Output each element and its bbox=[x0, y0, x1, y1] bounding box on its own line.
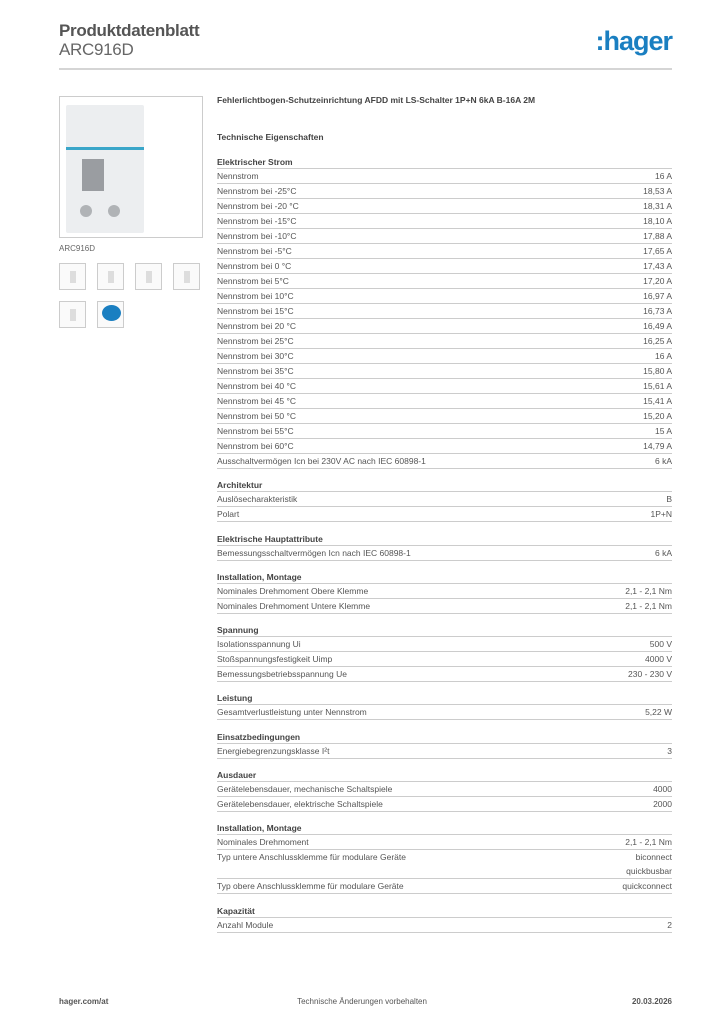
spec-row bbox=[217, 229, 672, 244]
hager-logo: :hager bbox=[595, 26, 672, 56]
spec-label: Nennstrom bei 20 °C bbox=[217, 321, 296, 331]
spec-row bbox=[217, 879, 672, 894]
spec-value: 15,80 A bbox=[643, 366, 672, 376]
spec-value: 2,1 - 2,1 Nm bbox=[625, 585, 672, 596]
spec-section bbox=[217, 730, 672, 759]
spec-content bbox=[217, 95, 672, 942]
spec-value: 5,22 W bbox=[645, 707, 672, 718]
spec-label: Ausschaltvermögen Icn bei 230V AC nach IEC 60898-1 bbox=[217, 456, 426, 466]
spec-value: 17,65 A bbox=[643, 246, 672, 256]
spec-row bbox=[217, 199, 672, 214]
spec-value: 16,73 A bbox=[643, 306, 672, 316]
spec-row bbox=[217, 507, 672, 522]
spec-section bbox=[217, 155, 672, 469]
spec-value: 230 - 230 V bbox=[628, 669, 672, 680]
spec-row bbox=[217, 289, 672, 304]
page-title: Produktdatenblatt bbox=[59, 21, 200, 40]
spec-row bbox=[217, 394, 672, 409]
spec-sections bbox=[217, 155, 672, 933]
section-title: Elektrische Hauptattribute bbox=[217, 532, 672, 546]
spec-row bbox=[217, 705, 672, 720]
spec-row bbox=[217, 546, 672, 561]
thumbnail-5[interactable] bbox=[59, 301, 86, 328]
spec-row bbox=[217, 492, 672, 507]
spec-value: 6 kA bbox=[654, 547, 672, 558]
spec-section bbox=[217, 478, 672, 522]
spec-label: Typ obere Anschlussklemme für modulare Geräte bbox=[217, 881, 404, 892]
spec-row bbox=[217, 214, 672, 229]
spec-row bbox=[217, 274, 672, 289]
spec-label: Stoßspannungsfestigkeit Uimp bbox=[217, 654, 333, 665]
spec-row bbox=[217, 169, 672, 184]
spec-section bbox=[217, 821, 672, 894]
product-description: Fehlerlichtbogen-Schutzeinrichtung AFDD mit LS-Schalter 1P+N 6kA B-16A 2M bbox=[217, 95, 536, 105]
spec-value: 16,97 A bbox=[643, 291, 672, 301]
spec-value: 16,25 A bbox=[643, 336, 672, 346]
spec-row bbox=[217, 797, 672, 812]
footer-website[interactable]: hager.com/at bbox=[59, 997, 109, 1006]
spec-row bbox=[217, 744, 672, 759]
thumbnail-1[interactable] bbox=[59, 263, 86, 290]
section-title: Kapazität bbox=[217, 904, 672, 918]
spec-row bbox=[217, 319, 672, 334]
spec-row bbox=[217, 349, 672, 364]
spec-value: 15,61 A bbox=[643, 381, 672, 391]
spec-row bbox=[217, 424, 672, 439]
spec-row bbox=[217, 918, 672, 933]
spec-label: Nominales Drehmoment bbox=[217, 837, 309, 848]
spec-row bbox=[217, 454, 672, 469]
thumbnail-4[interactable] bbox=[173, 263, 200, 290]
spec-value: 18,31 A bbox=[643, 201, 672, 211]
spec-label: Energiebegrenzungsklasse I²t bbox=[217, 745, 330, 756]
spec-value: 16 A bbox=[654, 351, 672, 361]
spec-row bbox=[217, 184, 672, 199]
spec-row bbox=[217, 782, 672, 797]
section-title: Installation, Montage bbox=[217, 570, 672, 584]
section-title: Einsatzbedingungen bbox=[217, 730, 672, 744]
quality-icon bbox=[102, 305, 121, 321]
spec-row bbox=[217, 835, 672, 850]
spec-value: 4000 V bbox=[645, 654, 672, 665]
spec-row bbox=[217, 364, 672, 379]
spec-value: 18,53 A bbox=[643, 186, 672, 196]
spec-label: Nennstrom bei 50 °C bbox=[217, 411, 296, 421]
spec-label: Nennstrom bei 10°C bbox=[217, 291, 294, 301]
footer-note: Technische Änderungen vorbehalten bbox=[297, 997, 427, 1006]
section-title: Installation, Montage bbox=[217, 821, 672, 835]
spec-label: Nennstrom bei 60°C bbox=[217, 441, 294, 451]
spec-label: Nennstrom bei 45 °C bbox=[217, 396, 296, 406]
tech-heading: Technische Eigenschaften bbox=[217, 132, 324, 142]
spec-value: 500 V bbox=[649, 639, 672, 650]
spec-row bbox=[217, 652, 672, 667]
spec-value: 18,10 A bbox=[643, 216, 672, 226]
spec-label: Nennstrom bei -20 °C bbox=[217, 201, 299, 211]
spec-label: Nennstrom bbox=[217, 171, 259, 181]
spec-label: Gerätelebensdauer, mechanische Schaltspiele bbox=[217, 784, 393, 795]
spec-row bbox=[217, 850, 672, 879]
quality-badge-thumbnail[interactable] bbox=[97, 301, 124, 328]
spec-label: Nennstrom bei -15°C bbox=[217, 216, 297, 226]
footer-date: 20.03.2026 bbox=[631, 997, 672, 1006]
spec-row bbox=[217, 379, 672, 394]
spec-section bbox=[217, 570, 672, 614]
section-title: Spannung bbox=[217, 623, 672, 637]
section-title: Elektrischer Strom bbox=[217, 155, 672, 169]
spec-label: Bemessungsbetriebsspannung Ue bbox=[217, 669, 347, 680]
spec-label: Nennstrom bei 15°C bbox=[217, 306, 294, 316]
header-divider bbox=[59, 68, 672, 70]
spec-value: 17,43 A bbox=[643, 261, 672, 271]
spec-value: 2,1 - 2,1 Nm bbox=[625, 837, 672, 848]
spec-row bbox=[217, 667, 672, 682]
spec-section bbox=[217, 904, 672, 933]
spec-value: 4000 bbox=[653, 784, 672, 795]
spec-value: 16,49 A bbox=[643, 321, 672, 331]
spec-value: 1P+N bbox=[650, 509, 672, 520]
spec-label: Nennstrom bei 30°C bbox=[217, 351, 294, 361]
spec-section bbox=[217, 691, 672, 720]
spec-label: Nennstrom bei 40 °C bbox=[217, 381, 296, 391]
spec-value: 17,88 A bbox=[643, 231, 672, 241]
spec-value: 14,79 A bbox=[643, 441, 672, 451]
spec-value: 15 A bbox=[654, 426, 672, 436]
spec-label: Isolationsspannung Ui bbox=[217, 639, 301, 650]
spec-label: Gerätelebensdauer, elektrische Schaltspiele bbox=[217, 799, 383, 810]
spec-value: biconnect quickbusbar bbox=[626, 852, 672, 877]
spec-row bbox=[217, 259, 672, 274]
spec-label: Bemessungsschaltvermögen Icn nach IEC 60898-1 bbox=[217, 547, 411, 558]
spec-label: Polart bbox=[217, 509, 240, 520]
spec-label: Gesamtverlustleistung unter Nennstrom bbox=[217, 707, 367, 718]
spec-label: Nennstrom bei -10°C bbox=[217, 231, 297, 241]
spec-label: Nennstrom bei 35°C bbox=[217, 366, 294, 376]
spec-value: B bbox=[666, 494, 672, 505]
spec-label: Anzahl Module bbox=[217, 919, 274, 930]
spec-value: 2 bbox=[667, 919, 672, 930]
spec-value: 6 kA bbox=[654, 456, 672, 466]
spec-value: quickconnect bbox=[622, 881, 672, 892]
spec-label: Typ untere Anschlussklemme für modulare Geräte bbox=[217, 852, 406, 863]
spec-label: Nennstrom bei -25°C bbox=[217, 186, 297, 196]
spec-label: Nominales Drehmoment Untere Klemme bbox=[217, 600, 371, 611]
spec-row bbox=[217, 584, 672, 599]
spec-value: 15,41 A bbox=[643, 396, 672, 406]
spec-value: 2000 bbox=[653, 799, 672, 810]
spec-row bbox=[217, 304, 672, 319]
product-image[interactable] bbox=[59, 96, 203, 238]
image-caption: ARC916D bbox=[59, 244, 96, 253]
spec-value: 17,20 A bbox=[643, 276, 672, 286]
spec-label: Nennstrom bei 55°C bbox=[217, 426, 294, 436]
section-title: Leistung bbox=[217, 691, 672, 705]
thumbnail-2[interactable] bbox=[97, 263, 124, 290]
section-title: Architektur bbox=[217, 478, 672, 492]
spec-row bbox=[217, 409, 672, 424]
spec-label: Nennstrom bei 25°C bbox=[217, 336, 294, 346]
spec-label: Auslösecharakteristik bbox=[217, 494, 298, 505]
thumbnail-3[interactable] bbox=[135, 263, 162, 290]
spec-row bbox=[217, 334, 672, 349]
spec-label: Nennstrom bei 5°C bbox=[217, 276, 289, 286]
spec-label: Nennstrom bei 0 °C bbox=[217, 261, 292, 271]
spec-label: Nominales Drehmoment Obere Klemme bbox=[217, 585, 369, 596]
spec-section bbox=[217, 532, 672, 561]
spec-row bbox=[217, 599, 672, 614]
spec-value: 16 A bbox=[654, 171, 672, 181]
spec-row bbox=[217, 439, 672, 454]
spec-section bbox=[217, 768, 672, 812]
spec-section bbox=[217, 623, 672, 682]
spec-value: 3 bbox=[667, 745, 672, 756]
spec-value: 15,20 A bbox=[643, 411, 672, 421]
product-code: ARC916D bbox=[59, 40, 134, 59]
section-title: Ausdauer bbox=[217, 768, 672, 782]
spec-value: 2,1 - 2,1 Nm bbox=[625, 600, 672, 611]
spec-row bbox=[217, 244, 672, 259]
spec-label: Nennstrom bei -5°C bbox=[217, 246, 292, 256]
spec-row bbox=[217, 637, 672, 652]
